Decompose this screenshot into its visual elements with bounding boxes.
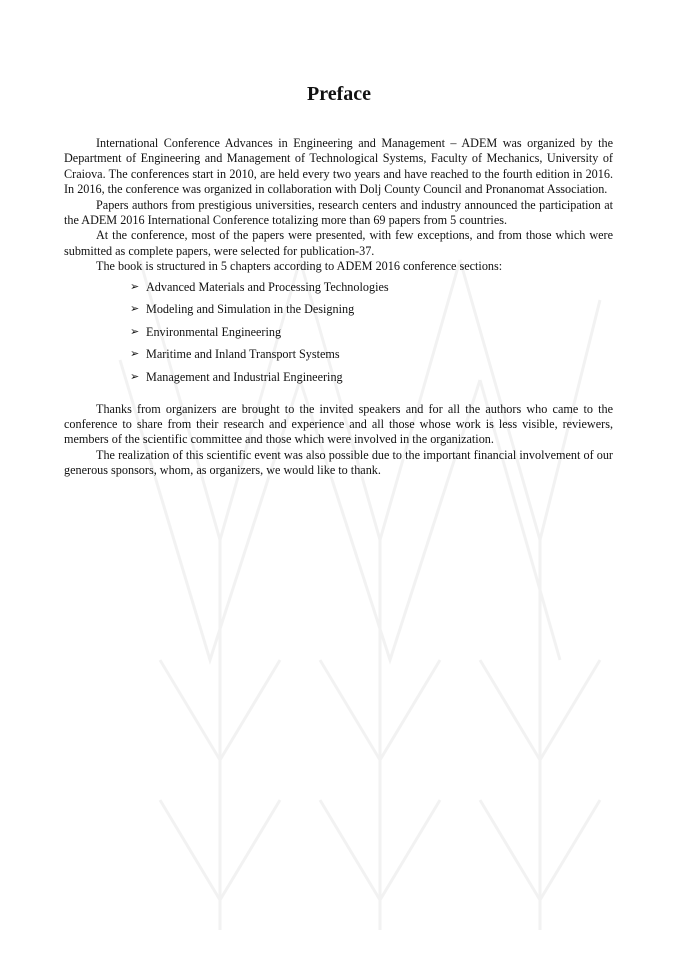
paragraph-intro: International Conference Advances in Engineering and Management – ADEM was organized by the Department of Engineering and Management of Technological Systems, Faculty of Mechanics, University of Craiova. The conferences start in 2010, are held every two years and have reached to the fourth edition in 2016. In 2016, the conference was organized in collaboration with Dolj County Council and Pronanomat Association.: [64, 136, 613, 197]
list-item-label: Modeling and Simulation in the Designing: [146, 302, 355, 317]
list-item: [130, 368, 613, 391]
arrow-bullet-icon: ➢: [130, 324, 140, 338]
arrow-bullet-icon: ➢: [130, 347, 140, 361]
body-text: [64, 136, 613, 479]
sections-list: [64, 278, 613, 391]
paragraph-sponsors: The realization of this scientific event was also possible due to the important financial involvement of our generous sponsors, whom, as organizers, we would like to thank.: [64, 447, 613, 478]
list-item: [130, 300, 613, 323]
paragraph-participation: Papers authors from prestigious universities, research centers and industry announced the participation at the ADEM 2016 International Conference totalizing more than 69 papers from 5 countries.: [64, 197, 613, 228]
list-item-label: Management and Industrial Engineering: [146, 370, 343, 385]
list-item-label: Advanced Materials and Processing Technologies: [146, 279, 389, 294]
list-item-label: Maritime and Inland Transport Systems: [146, 347, 340, 362]
arrow-bullet-icon: ➢: [130, 302, 140, 316]
paragraph-selection: At the conference, most of the papers were presented, with few exceptions, and from those which were submitted as complete papers, were selected for publication-37.: [64, 228, 613, 258]
list-item-label: Environmental Engineering: [146, 324, 282, 339]
arrow-bullet-icon: ➢: [130, 370, 140, 384]
arrow-bullet-icon: ➢: [130, 279, 140, 293]
page-title: Preface: [306, 83, 372, 105]
paragraph-thanks: Thanks from organizers are brought to the invited speakers and for all the authors who came to the conference to share from their research and experience and all those whose work is less visible, reviewers, members of the scientific committee and those which were involved in the organization.: [64, 401, 613, 447]
list-item: [130, 323, 613, 346]
list-item: [130, 345, 613, 368]
list-item: [130, 278, 613, 301]
paragraph-structure: The book is structured in 5 chapters according to ADEM 2016 conference sections:: [96, 259, 503, 274]
